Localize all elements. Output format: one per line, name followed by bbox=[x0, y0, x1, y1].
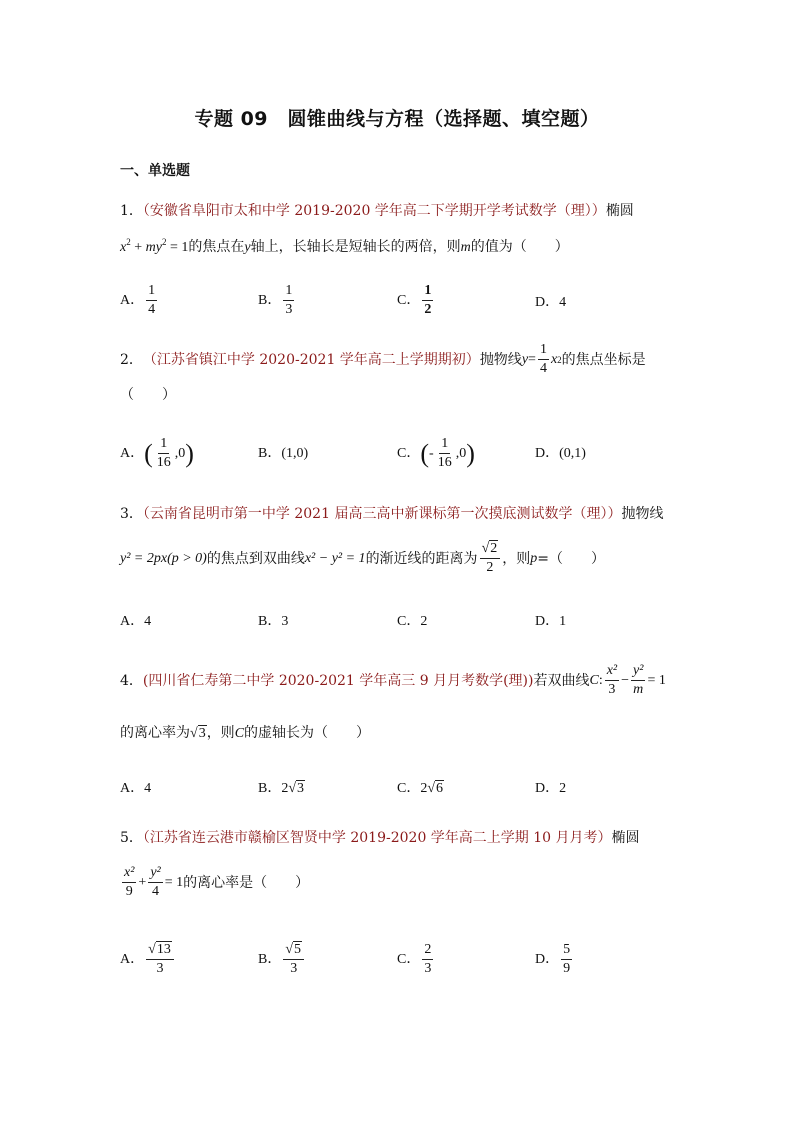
question-number: 2． bbox=[120, 351, 143, 368]
math-x: x bbox=[550, 351, 558, 367]
option-c bbox=[397, 781, 444, 796]
option-value: 1,0 bbox=[286, 446, 304, 461]
question-5-line-1 bbox=[120, 831, 640, 845]
fraction-denominator: 16 bbox=[156, 455, 171, 470]
question-text: =（ ） bbox=[537, 550, 605, 567]
fraction-denominator: 3 bbox=[290, 961, 298, 976]
fraction bbox=[605, 664, 619, 697]
question-source: （安徽省阜阳市太和中学 2019-2020 学年高二下学期开学考试数学（理）） bbox=[142, 203, 606, 219]
fraction bbox=[283, 943, 304, 976]
option-label: D． bbox=[535, 295, 560, 310]
fraction-denominator: 3 bbox=[608, 682, 616, 697]
fraction bbox=[422, 943, 433, 976]
coefficient: 2 bbox=[420, 781, 428, 796]
option-value: 3 bbox=[281, 614, 289, 629]
option-label: C． bbox=[397, 292, 421, 308]
fraction bbox=[283, 284, 294, 317]
option-label: D． bbox=[535, 951, 560, 967]
math-m: m bbox=[460, 240, 471, 255]
sqrt-expression: √3 bbox=[288, 781, 305, 796]
question-text: 的离心率为 bbox=[120, 725, 190, 741]
fraction-numerator: 1 bbox=[146, 284, 157, 301]
fraction-denominator: 9 bbox=[125, 884, 133, 899]
question-2-line-2 bbox=[120, 388, 176, 402]
fraction bbox=[155, 437, 173, 470]
option-b bbox=[258, 284, 296, 317]
question-text: 的焦点到双曲线 bbox=[206, 550, 305, 567]
radicand: 2 bbox=[490, 541, 498, 556]
option-label: C． bbox=[397, 781, 421, 796]
fraction bbox=[538, 343, 549, 376]
option-label: B． bbox=[258, 614, 282, 629]
left-paren: ( bbox=[144, 438, 153, 468]
question-text: ，则 bbox=[502, 550, 531, 567]
option-a bbox=[120, 943, 176, 976]
radicand: 3 bbox=[297, 781, 305, 796]
fraction-numerator: 1 bbox=[439, 437, 450, 454]
option-label: D． bbox=[535, 614, 560, 629]
fraction-numerator: √13 bbox=[146, 943, 174, 960]
option-a bbox=[120, 781, 151, 796]
fraction-denominator: 16 bbox=[437, 455, 452, 470]
right-paren: ) bbox=[185, 438, 194, 468]
option-value: 4 bbox=[144, 614, 152, 629]
question-3-line-2 bbox=[120, 542, 605, 575]
question-text: 椭圆 bbox=[605, 203, 634, 219]
question-text: 抛物线 bbox=[621, 506, 664, 522]
option-value: 4 bbox=[559, 295, 567, 310]
math-y: y bbox=[521, 351, 529, 367]
fraction-denominator: 3 bbox=[285, 302, 293, 317]
option-value: ,0 bbox=[174, 445, 186, 461]
option-value: 4 bbox=[144, 781, 152, 796]
fraction bbox=[422, 284, 433, 317]
fraction-denominator: 9 bbox=[563, 961, 571, 976]
fraction-denominator: 3 bbox=[424, 961, 432, 976]
fraction bbox=[480, 542, 501, 575]
option-label: D． bbox=[535, 781, 560, 796]
sqrt-expression: √6 bbox=[427, 781, 444, 796]
option-value: 0,1 bbox=[563, 446, 582, 461]
question-5-line-2: $\frac{\text{x²}}{9}$ + $\frac{\text{y²}}{4}$ = 1 的离心率是（ ） bbox=[124, 865, 310, 899]
option-label: D． bbox=[535, 446, 560, 461]
option-c bbox=[397, 284, 435, 317]
option-label: A． bbox=[120, 292, 145, 308]
question-1-line-1 bbox=[120, 204, 634, 218]
option-c bbox=[397, 943, 435, 976]
option-d: D．(0,1) bbox=[535, 446, 586, 461]
option-c bbox=[397, 437, 475, 470]
question-text: 的虚轴长为（ ） bbox=[244, 725, 371, 741]
math-c: C bbox=[234, 726, 245, 741]
math-y: y bbox=[244, 240, 251, 255]
option-label: A． bbox=[120, 951, 145, 967]
radicand: 13 bbox=[156, 942, 171, 957]
math-equals-one: = 1 bbox=[647, 672, 666, 688]
radicand: 5 bbox=[294, 942, 302, 957]
math-equals: = bbox=[528, 351, 536, 367]
question-text: 的渐近线的距离为 bbox=[365, 550, 478, 567]
question-2-line-1: 2． （江苏省镇江中学 2020-2021 学年高二上学期期初） 抛物线 y = $\frac{1}{4}$ x 2 的焦点坐标是 bbox=[120, 342, 646, 376]
fraction-numerator: 5 bbox=[561, 943, 572, 960]
question-text: 的焦点坐标是 bbox=[561, 351, 646, 368]
fraction-denominator: 3 bbox=[156, 961, 164, 976]
section-heading: 一、单选题 bbox=[120, 163, 190, 179]
minus-sign: - bbox=[429, 445, 434, 461]
option-a bbox=[120, 614, 151, 629]
question-number: 4． bbox=[120, 672, 143, 689]
option-c bbox=[397, 614, 427, 629]
left-paren: ( bbox=[420, 438, 430, 468]
question-1-line-2: $x^2 + my^2 = 1$的焦点在y轴上，长轴长是短轴长的两倍，则m的值为（ ） bbox=[120, 237, 569, 255]
fraction bbox=[122, 866, 136, 899]
option-value: 2 bbox=[420, 614, 428, 629]
fraction bbox=[561, 943, 572, 976]
question-number: 3． bbox=[120, 506, 143, 522]
option-b bbox=[258, 614, 288, 629]
fraction bbox=[148, 866, 162, 899]
option-d bbox=[535, 614, 566, 629]
question-source: （江苏省连云港市赣榆区智贤中学 2019-2020 学年高二上学期 10 月月考） bbox=[142, 830, 612, 846]
fraction-denominator: 2 bbox=[486, 560, 494, 575]
fraction bbox=[146, 284, 157, 317]
fraction-denominator: m bbox=[633, 682, 644, 697]
sqrt-expression: √3 bbox=[190, 726, 206, 741]
math-expression: x² − y² = 1 bbox=[304, 550, 366, 566]
fraction-denominator: 4 bbox=[148, 302, 156, 317]
math-p: p bbox=[530, 550, 538, 566]
question-3-line-1 bbox=[120, 507, 663, 521]
option-label: B． bbox=[258, 951, 282, 967]
question-text: 椭圆 bbox=[611, 830, 640, 846]
question-source: (四川省仁寿第二中学 2020-2021 学年高三 9 月月考数学(理)) bbox=[142, 672, 534, 689]
option-value: ,0 bbox=[455, 445, 467, 461]
radicand: 6 bbox=[436, 781, 444, 796]
math-exponent: 2 bbox=[161, 237, 167, 247]
question-text: ，则 bbox=[206, 725, 235, 741]
option-d bbox=[535, 295, 566, 310]
option-label: C． bbox=[397, 614, 421, 629]
option-b bbox=[258, 943, 306, 976]
option-d bbox=[535, 943, 574, 976]
option-label: C． bbox=[397, 445, 421, 461]
math-equals-one: = 1 bbox=[164, 874, 184, 890]
option-a bbox=[120, 437, 194, 470]
option-label: A． bbox=[120, 614, 145, 629]
question-text: 若双曲线 bbox=[533, 672, 590, 689]
page-title: 专题 09 圆锥曲线与方程（选择题、填空题） bbox=[194, 108, 600, 130]
option-b bbox=[258, 781, 305, 796]
option-label: A． bbox=[120, 781, 145, 796]
question-source: （云南省昆明市第一中学 2021 届高三高中新课标第一次摸底测试数学（理）） bbox=[142, 506, 622, 522]
math-c: C bbox=[589, 672, 599, 688]
fraction-numerator: x² bbox=[605, 664, 619, 681]
coefficient: 2 bbox=[281, 781, 289, 796]
option-d bbox=[535, 781, 566, 796]
fraction-numerator: √2 bbox=[480, 542, 501, 559]
option-value: 1 bbox=[559, 614, 567, 629]
fraction bbox=[146, 943, 174, 976]
question-4-line-1: 4． (四川省仁寿第二中学 2020-2021 学年高三 9 月月考数学(理)) 若双曲线 C : $\frac{\text{x²}}{3}$ − $\frac{\text{y²}}{m}$ = 1 bbox=[120, 663, 666, 697]
fraction-numerator: 2 bbox=[422, 943, 433, 960]
question-number: 5． bbox=[120, 830, 143, 846]
question-text: 的离心率是（ ） bbox=[183, 874, 310, 891]
fraction-denominator: 4 bbox=[152, 884, 160, 899]
question-4-line-2 bbox=[120, 726, 370, 741]
math-x: x bbox=[120, 240, 127, 255]
fraction-numerator: y² bbox=[631, 664, 645, 681]
fraction-numerator: x² bbox=[122, 866, 136, 883]
fraction-numerator: √5 bbox=[283, 943, 304, 960]
option-b: B．(1,0) bbox=[258, 446, 309, 461]
fraction-numerator: 1 bbox=[283, 284, 294, 301]
fraction-numerator: 1 bbox=[422, 284, 433, 301]
option-a bbox=[120, 284, 159, 317]
option-value: 2 bbox=[559, 781, 567, 796]
question-number: 1． bbox=[120, 203, 143, 219]
answer-blank: （ ） bbox=[120, 387, 176, 403]
question-text: 的值为（ ） bbox=[470, 239, 569, 255]
fraction bbox=[436, 437, 454, 470]
math-m: m bbox=[145, 240, 156, 255]
math-expression: y² = 2px(p > 0) bbox=[120, 550, 207, 566]
fraction-numerator: y² bbox=[148, 866, 162, 883]
option-label: B． bbox=[258, 292, 282, 308]
question-source: （江苏省镇江中学 2020-2021 学年高二上学期期初） bbox=[142, 351, 480, 368]
radicand: 3 bbox=[198, 726, 206, 741]
option-label: B． bbox=[258, 781, 282, 796]
fraction-numerator: 1 bbox=[538, 343, 549, 360]
math-exponent: 2 bbox=[126, 237, 131, 247]
right-paren: ) bbox=[466, 438, 475, 468]
fraction-denominator: 4 bbox=[539, 361, 547, 376]
math-equals-one: = 1 bbox=[166, 240, 189, 255]
question-text: 轴上，长轴长是短轴长的两倍，则 bbox=[250, 239, 461, 255]
math-y: y bbox=[155, 240, 162, 255]
fraction bbox=[631, 664, 645, 697]
question-text: 的焦点在 bbox=[188, 239, 245, 255]
option-label: A． bbox=[120, 445, 145, 461]
fraction-numerator: 1 bbox=[158, 437, 169, 454]
fraction-denominator: 2 bbox=[424, 302, 432, 317]
question-text: 抛物线 bbox=[479, 351, 522, 368]
option-label: B． bbox=[258, 446, 282, 461]
option-label: C． bbox=[397, 951, 421, 967]
